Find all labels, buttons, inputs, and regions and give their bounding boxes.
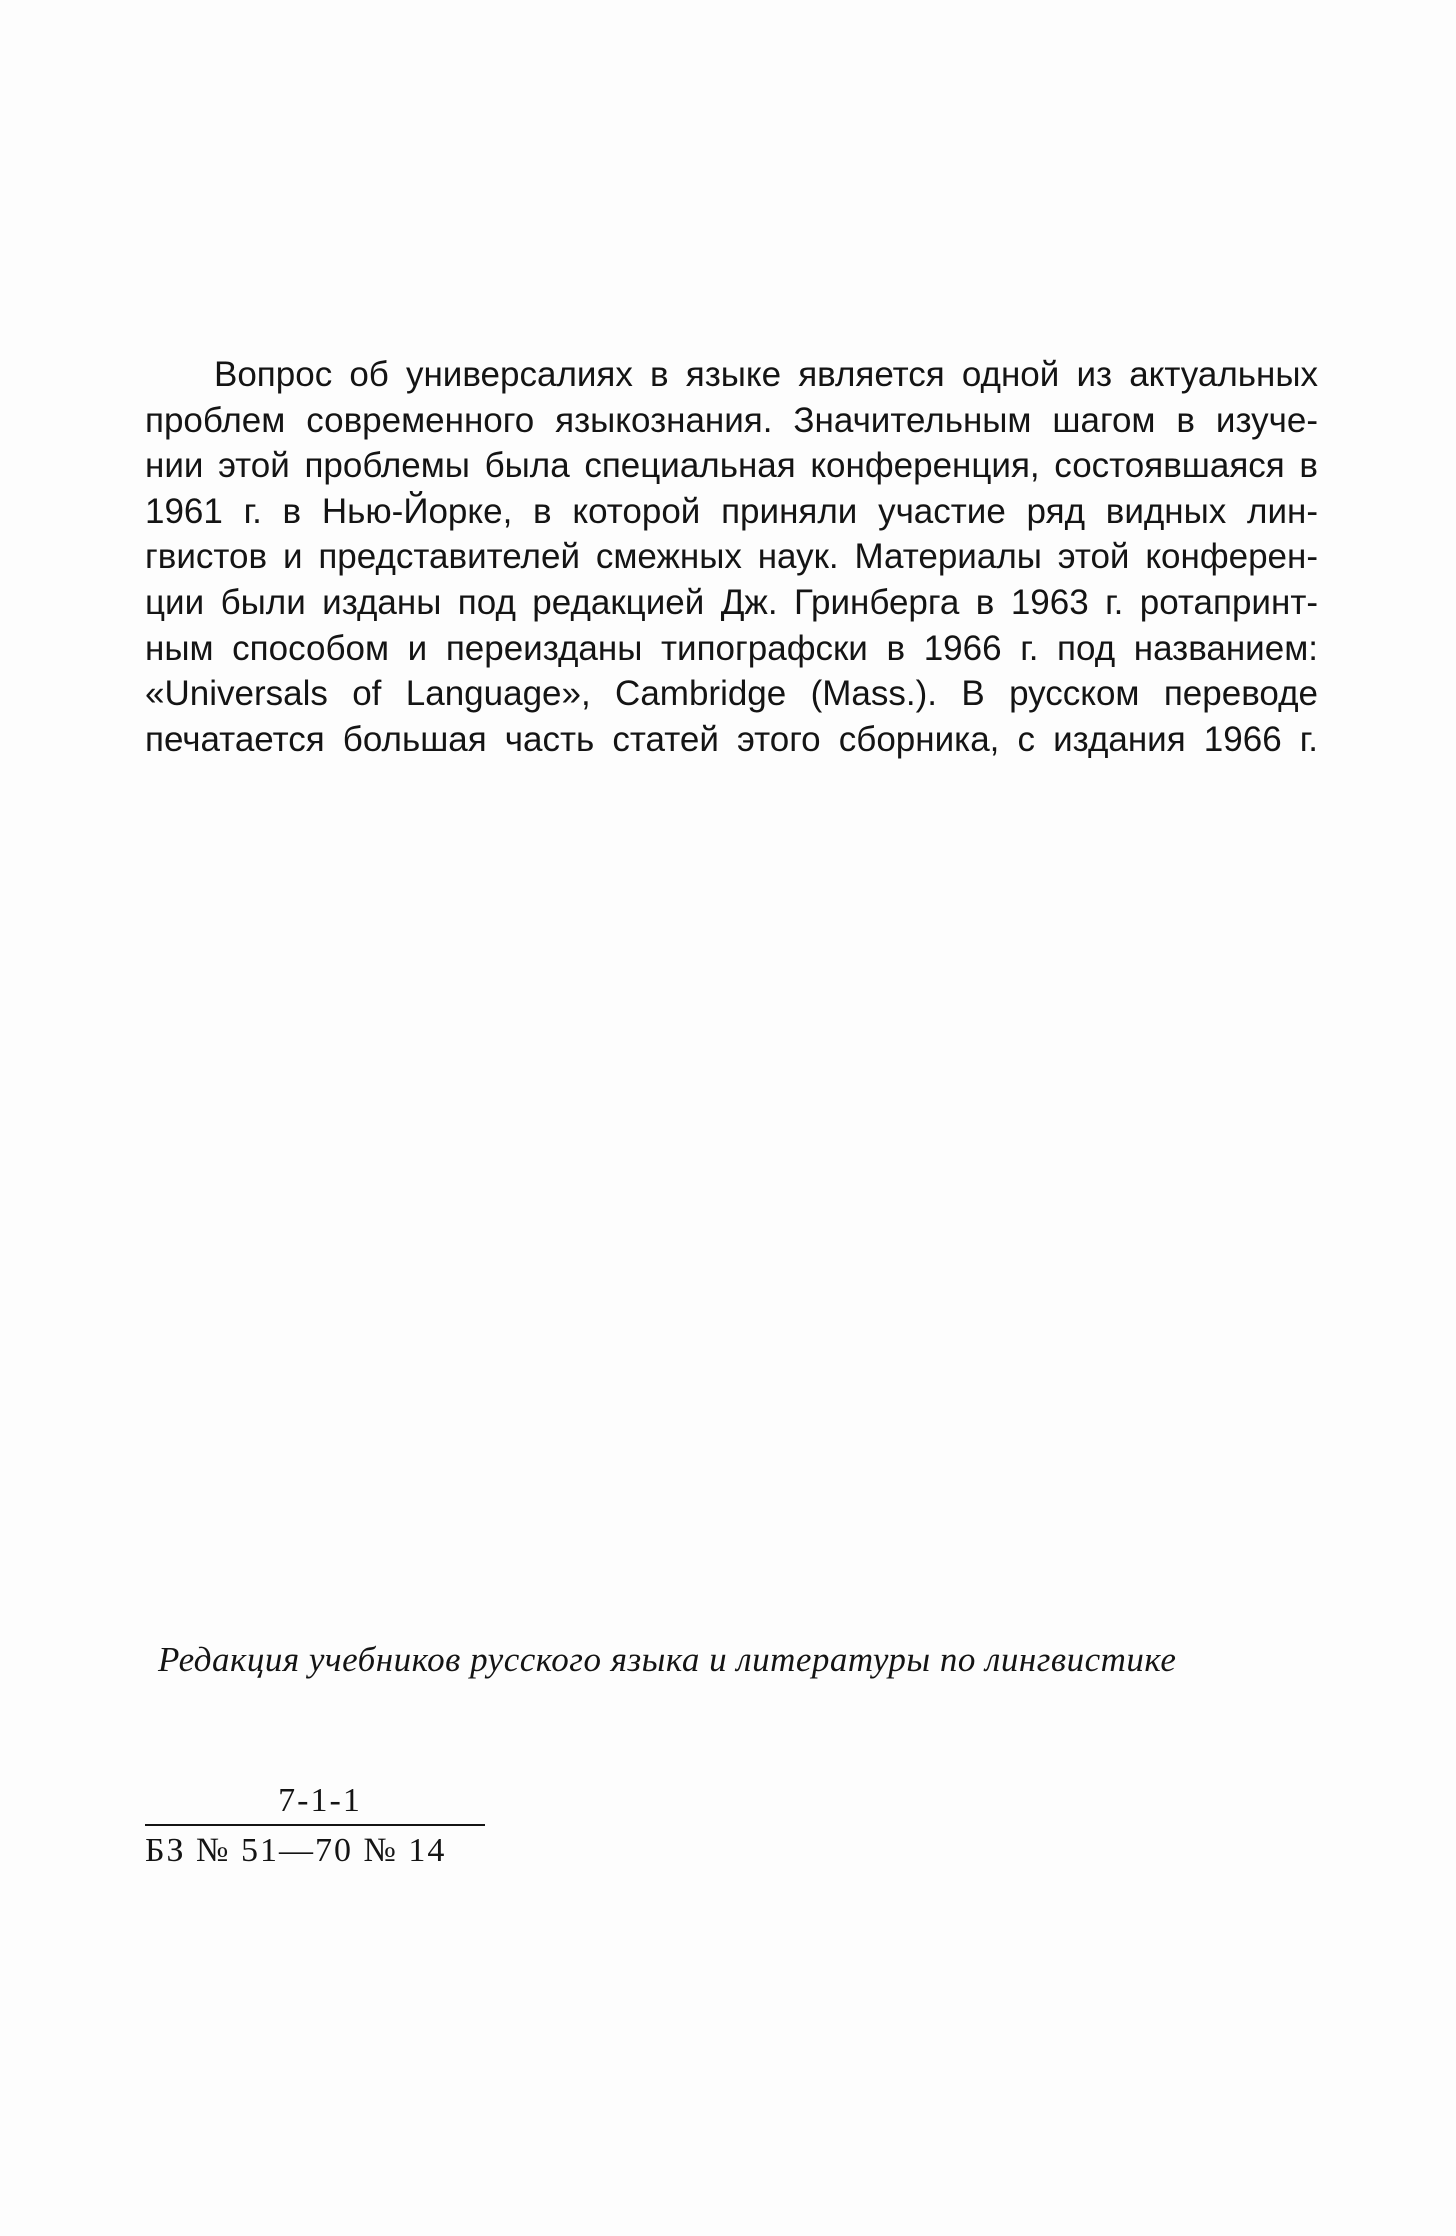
intro-line: печатается большая часть статей этого сборника, с издания 1966 г. [145,719,1318,759]
intro-line: ции были изданы под редакцией Дж. Гринберга в 1963 г. ротапринт- [145,582,1318,622]
imprint-block [145,1780,485,1872]
intro-line: «Universals of Language», Cambridge (Mass.). В русском переводе [145,674,1318,714]
imprint-number: БЗ № 51—70 № 14 [145,1832,447,1869]
editorial-note: Редакция учебников русского языка и литературы по лингвистике [158,1640,1177,1679]
imprint-divider [145,1824,485,1826]
intro-line: нии этой проблемы была специальная конференция, состоявшаяся в [145,446,1318,486]
intro-line: проблем современного языкознания. Значительным шагом в изуче- [145,400,1318,440]
intro-line: гвистов и представителей смежных наук. Материалы этой конферен- [145,537,1318,577]
imprint-code: 7-1-1 [278,1782,362,1819]
intro-paragraph [145,352,1318,762]
intro-line: 1961 г. в Нью-Йорке, в которой приняли участие ряд видных лин- [145,491,1318,531]
intro-line: ным способом и переизданы типографски в 1966 г. под названием: [145,628,1318,668]
intro-line: Вопрос об универсалиях в языке является одной из актуальных [214,355,1318,394]
